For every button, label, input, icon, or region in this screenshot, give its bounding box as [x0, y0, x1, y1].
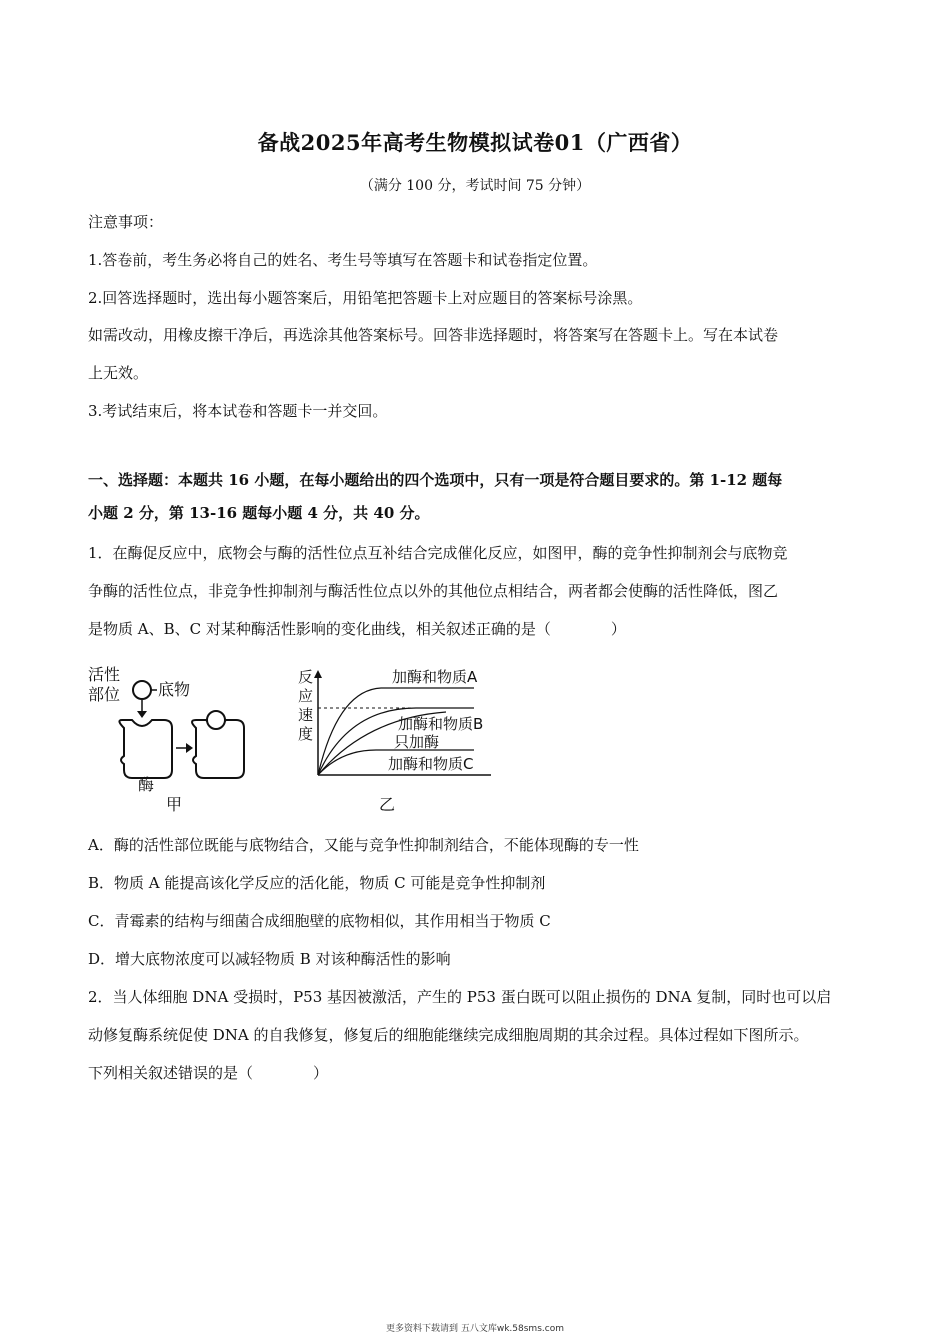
enzyme-shape-left [119, 720, 172, 778]
option-b: B．物质 A 能提高该化学反应的活化能，物质 C 可能是竞争性抑制剂 [88, 874, 546, 892]
y-axis-label: 应 [298, 687, 314, 705]
notice-item: 3.考试结束后，将本试卷和答题卡一并交回。 [88, 402, 388, 420]
option-a: A．酶的活性部位既能与底物结合，又能与竞争性抑制剂结合，不能体现酶的专一性 [88, 836, 639, 854]
page-subtitle: （满分 100 分，考试时间 75 分钟） [359, 178, 591, 194]
y-axis-arrow [314, 670, 322, 678]
question-2-text: 动修复酶系统促使 DNA 的自我修复，修复后的细胞能继续完成细胞周期的其余过程。具体过程如下图所示。 [88, 1026, 809, 1044]
legend-only-enzyme: 只加酶 [394, 733, 440, 751]
legend-curve-c: 加酶和物质C [388, 755, 474, 773]
notice-item: 1.答卷前，考生务必将自己的姓名、考生号等填写在答题卡和试卷指定位置。 [88, 251, 598, 269]
section-heading: 小题 2 分，第 13-16 题每小题 4 分，共 40 分。 [88, 504, 430, 522]
question-1-text: 是物质 A、B、C 对某种酶活性影响的变化曲线，相关叙述正确的是（ ） [88, 620, 626, 638]
notice-heading: 注意事项： [88, 213, 164, 231]
section-heading: 一、选择题：本题共 16 小题，在每小题给出的四个选项中，只有一项是符合题目要求的。第 1-12 题每 [88, 471, 783, 489]
question-2-text: 下列相关叙述错误的是（ ） [88, 1064, 329, 1082]
option-d: D．增大底物浓度可以减轻物质 B 对该种酶活性的影响 [88, 950, 451, 968]
binding-arrow-head [137, 711, 147, 718]
reaction-arrow-head [186, 743, 193, 753]
bound-substrate [207, 711, 225, 729]
y-axis-label: 度 [298, 725, 314, 743]
label-substrate: 底物 [158, 680, 191, 699]
option-c: C．青霉素的结构与细菌合成细胞壁的底物相似，其作用相当于物质 C [88, 912, 551, 930]
question-1-text: 1．在酶促反应中，底物会与酶的活性位点互补结合完成催化反应，如图甲，酶的竞争性抑制剂会与底物竞 [88, 544, 788, 562]
question-1-text: 争酶的活性位点，非竞争性抑制剂与酶活性位点以外的其他位点相结合，两者都会使酶的活性降低，图乙 [88, 582, 779, 600]
substrate-circle [133, 681, 151, 699]
notice-item: 2.回答选择题时，选出每小题答案后，用铅笔把答题卡上对应题目的答案标号涂黑。 [88, 289, 643, 307]
notice-item: 如需改动，用橡皮擦干净后，再选涂其他答案标号。回答非选择题时，将答案写在答题卡上。写在本试卷 [88, 326, 779, 344]
notice-item: 上无效。 [88, 364, 149, 382]
legend-curve-a: 加酶和物质A [392, 668, 478, 686]
y-axis-label: 反 [298, 668, 314, 686]
figure-caption-jia: 甲 [166, 795, 183, 814]
figure-caption-yi: 乙 [379, 795, 396, 814]
label-active-site: 部位 [88, 685, 121, 704]
y-axis-label: 速 [298, 706, 314, 724]
page-title: 备战2025年高考生物模拟试卷01（广西省） [257, 130, 693, 155]
legend-curve-b: 加酶和物质B [398, 715, 484, 733]
page-footer: 更多资料下载请到 五八文库wk.58sms.com [386, 1324, 564, 1334]
enzyme-figure-svg [86, 660, 506, 815]
label-enzyme: 酶 [138, 775, 155, 794]
question-2-text: 2．当人体细胞 DNA 受损时，P53 基因被激活，产生的 P53 蛋白既可以阻止损伤的 DNA 复制，同时也可以启 [88, 988, 832, 1006]
question-1-figure [86, 660, 506, 815]
label-active-site: 活性 [88, 665, 121, 684]
